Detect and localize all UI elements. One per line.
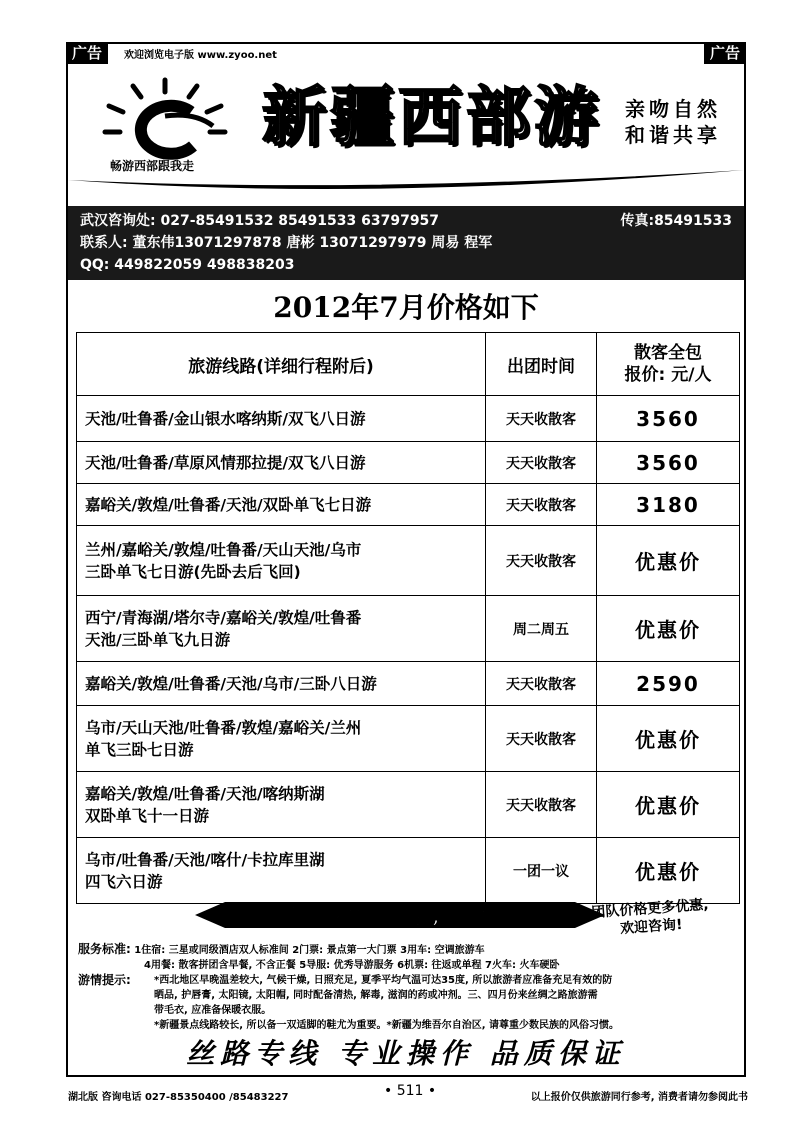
service-label: 服务标准: [78,942,131,956]
head-time: 出团时间 [486,333,597,396]
price-cell: 优惠价 [597,526,740,596]
brand-slogan: 畅游西部跟我走 [110,159,195,173]
quality-motto: 丝路专线 专业操作 品质保证 [186,1037,626,1070]
route-line-1: 乌市/吐鲁番/天池/喀什/卡拉库里湖 [85,850,325,869]
route-cell: 嘉峪关/敦煌/吐鲁番/天池/乌市/三卧八日游 [77,662,486,706]
tour-price-table [76,332,740,904]
tagline-line-1: 亲吻自然 [625,97,721,121]
price-cell: 优惠价 [597,706,740,772]
tips-line-2: 晒品, 护唇膏, 太阳镜, 太阳帽, 同时配备清热, 解毒, 滋润的药或冲剂。三、四月份来丝绸之路旅游需 [154,990,598,1001]
contact-qq: QQ: 449822059 498838203 [80,257,295,273]
table-row [77,772,740,838]
head-price [597,333,740,396]
route-line-2: 双卧单飞十一日游 [85,806,210,825]
head-route: 旅游线路(详细行程附后) [77,333,486,396]
table-header-row [77,333,740,396]
time-cell: 天天收散客 [486,662,597,706]
route-cell [77,772,486,838]
footer-contact: 湖北版 咨询电话 027-85350400 /85483227 [68,1092,289,1103]
time-cell: 天天收散客 [486,772,597,838]
table-row [77,396,740,442]
route-line-2: 四飞六日游 [85,872,163,891]
tips-body [154,973,742,1033]
route-cell: 天池/吐鲁番/金山银水喀纳斯/双飞八日游 [77,396,486,442]
time-cell: 天天收散客 [486,706,597,772]
time-cell: 天天收散客 [486,442,597,484]
table-row [77,526,740,596]
price-title: 2012年7月价格如下 [273,291,539,324]
route-cell: 嘉峪关/敦煌/吐鲁番/天池/双卧单飞七日游 [77,484,486,526]
tips-line-1: *西北地区早晚温差较大, 气候干燥, 日照充足, 夏季平均气温可达35度, 所以旅游者应准备充足有效的防 [154,975,613,986]
team-note-line-1: 团队价格更多优惠, [590,896,710,922]
tips-line-4: *新疆景点线路较长, 所以备一双适脚的鞋尤为重要。*新疆为维吾尔自治区, 请尊重少数民族的风俗习惯。 [154,1020,620,1031]
price-cell: 2590 [597,662,740,706]
footer-disclaimer: 以上报价仅供旅游同行参考, 消费者请勿参阅此书 [530,1092,748,1103]
page-number: • 511 • [384,1083,437,1099]
swoosh-decoration [68,150,744,200]
time-cell: 天天收散客 [486,526,597,596]
route-cell: 天池/吐鲁番/草原风情那拉提/双飞八日游 [77,442,486,484]
contact-phones: 武汉咨询处: 027-85491532 85491533 63797957 [80,213,440,229]
time-cell: 一团一议 [486,838,597,904]
price-cell: 优惠价 [597,596,740,662]
team-note-line-2: 欢迎咨询! [619,916,683,938]
ad-label-left: 广告 [66,42,108,64]
contact-persons: 联系人: 董东伟13071297878 唐彬 13071297979 周易 程军 [80,235,493,251]
time-cell: 天天收散客 [486,396,597,442]
price-cell: 优惠价 [597,838,740,904]
service-line-1: 1住宿: 三星或同级酒店双人标准间 2门票: 景点第一大门票 3用车: 空调旅游车 [134,945,485,956]
route-line-1: 嘉峪关/敦煌/吐鲁番/天池/喀纳斯湖 [85,784,325,803]
route-line-1: 兰州/嘉峪关/敦煌/吐鲁番/天山天池/乌市 [85,540,362,559]
price-cell: 3560 [597,442,740,484]
price-cell: 优惠价 [597,772,740,838]
table-row [77,442,740,484]
head-price-line-1: 散客全包 [634,343,702,363]
route-cell [77,706,486,772]
head-price-line-2: 报价: 元/人 [624,365,712,385]
table-row [77,662,740,706]
site-url[interactable]: 欢迎浏览电子版 www.zyoo.net [124,50,277,61]
price-cell: 3560 [597,396,740,442]
tagline-line-2: 和谐共享 [625,123,721,147]
promo-banner-text: 新疆丝路同行专卖,天天低价 [288,907,512,928]
route-cell [77,596,486,662]
route-line-2: 单飞三卧七日游 [85,740,194,759]
table-row [77,484,740,526]
time-cell: 天天收散客 [486,484,597,526]
service-standard [78,942,559,973]
route-cell [77,526,486,596]
tips-label: 游情提示: [78,973,131,987]
service-line-2: 4用餐: 散客拼团含早餐, 不含正餐 5导服: 优秀导游服务 6机票: 往返或单程 7火车: 火车硬卧 [144,960,560,971]
brand-tagline [625,96,721,148]
travel-tips [78,973,742,1033]
contact-panel [68,206,744,280]
time-cell: 周二周五 [486,596,597,662]
contact-fax: 传真:85491533 [620,213,732,229]
route-line-1: 西宁/青海湖/塔尔寺/嘉峪关/敦煌/吐鲁番 [85,608,362,627]
table-row [77,838,740,904]
ad-label-right: 广告 [704,42,746,64]
route-cell [77,838,486,904]
table-row [77,706,740,772]
route-line-1: 乌市/天山天池/吐鲁番/敦煌/嘉峪关/兰州 [85,718,362,737]
brand-name: 新疆西部游 [262,80,602,155]
price-cell: 3180 [597,484,740,526]
route-line-2: 三卧单飞七日游(先卧去后飞回) [85,562,301,581]
tips-line-3: 带毛衣, 应准备保暖衣服。 [154,1005,272,1016]
route-line-2: 天池/三卧单飞九日游 [85,630,231,649]
table-row [77,596,740,662]
